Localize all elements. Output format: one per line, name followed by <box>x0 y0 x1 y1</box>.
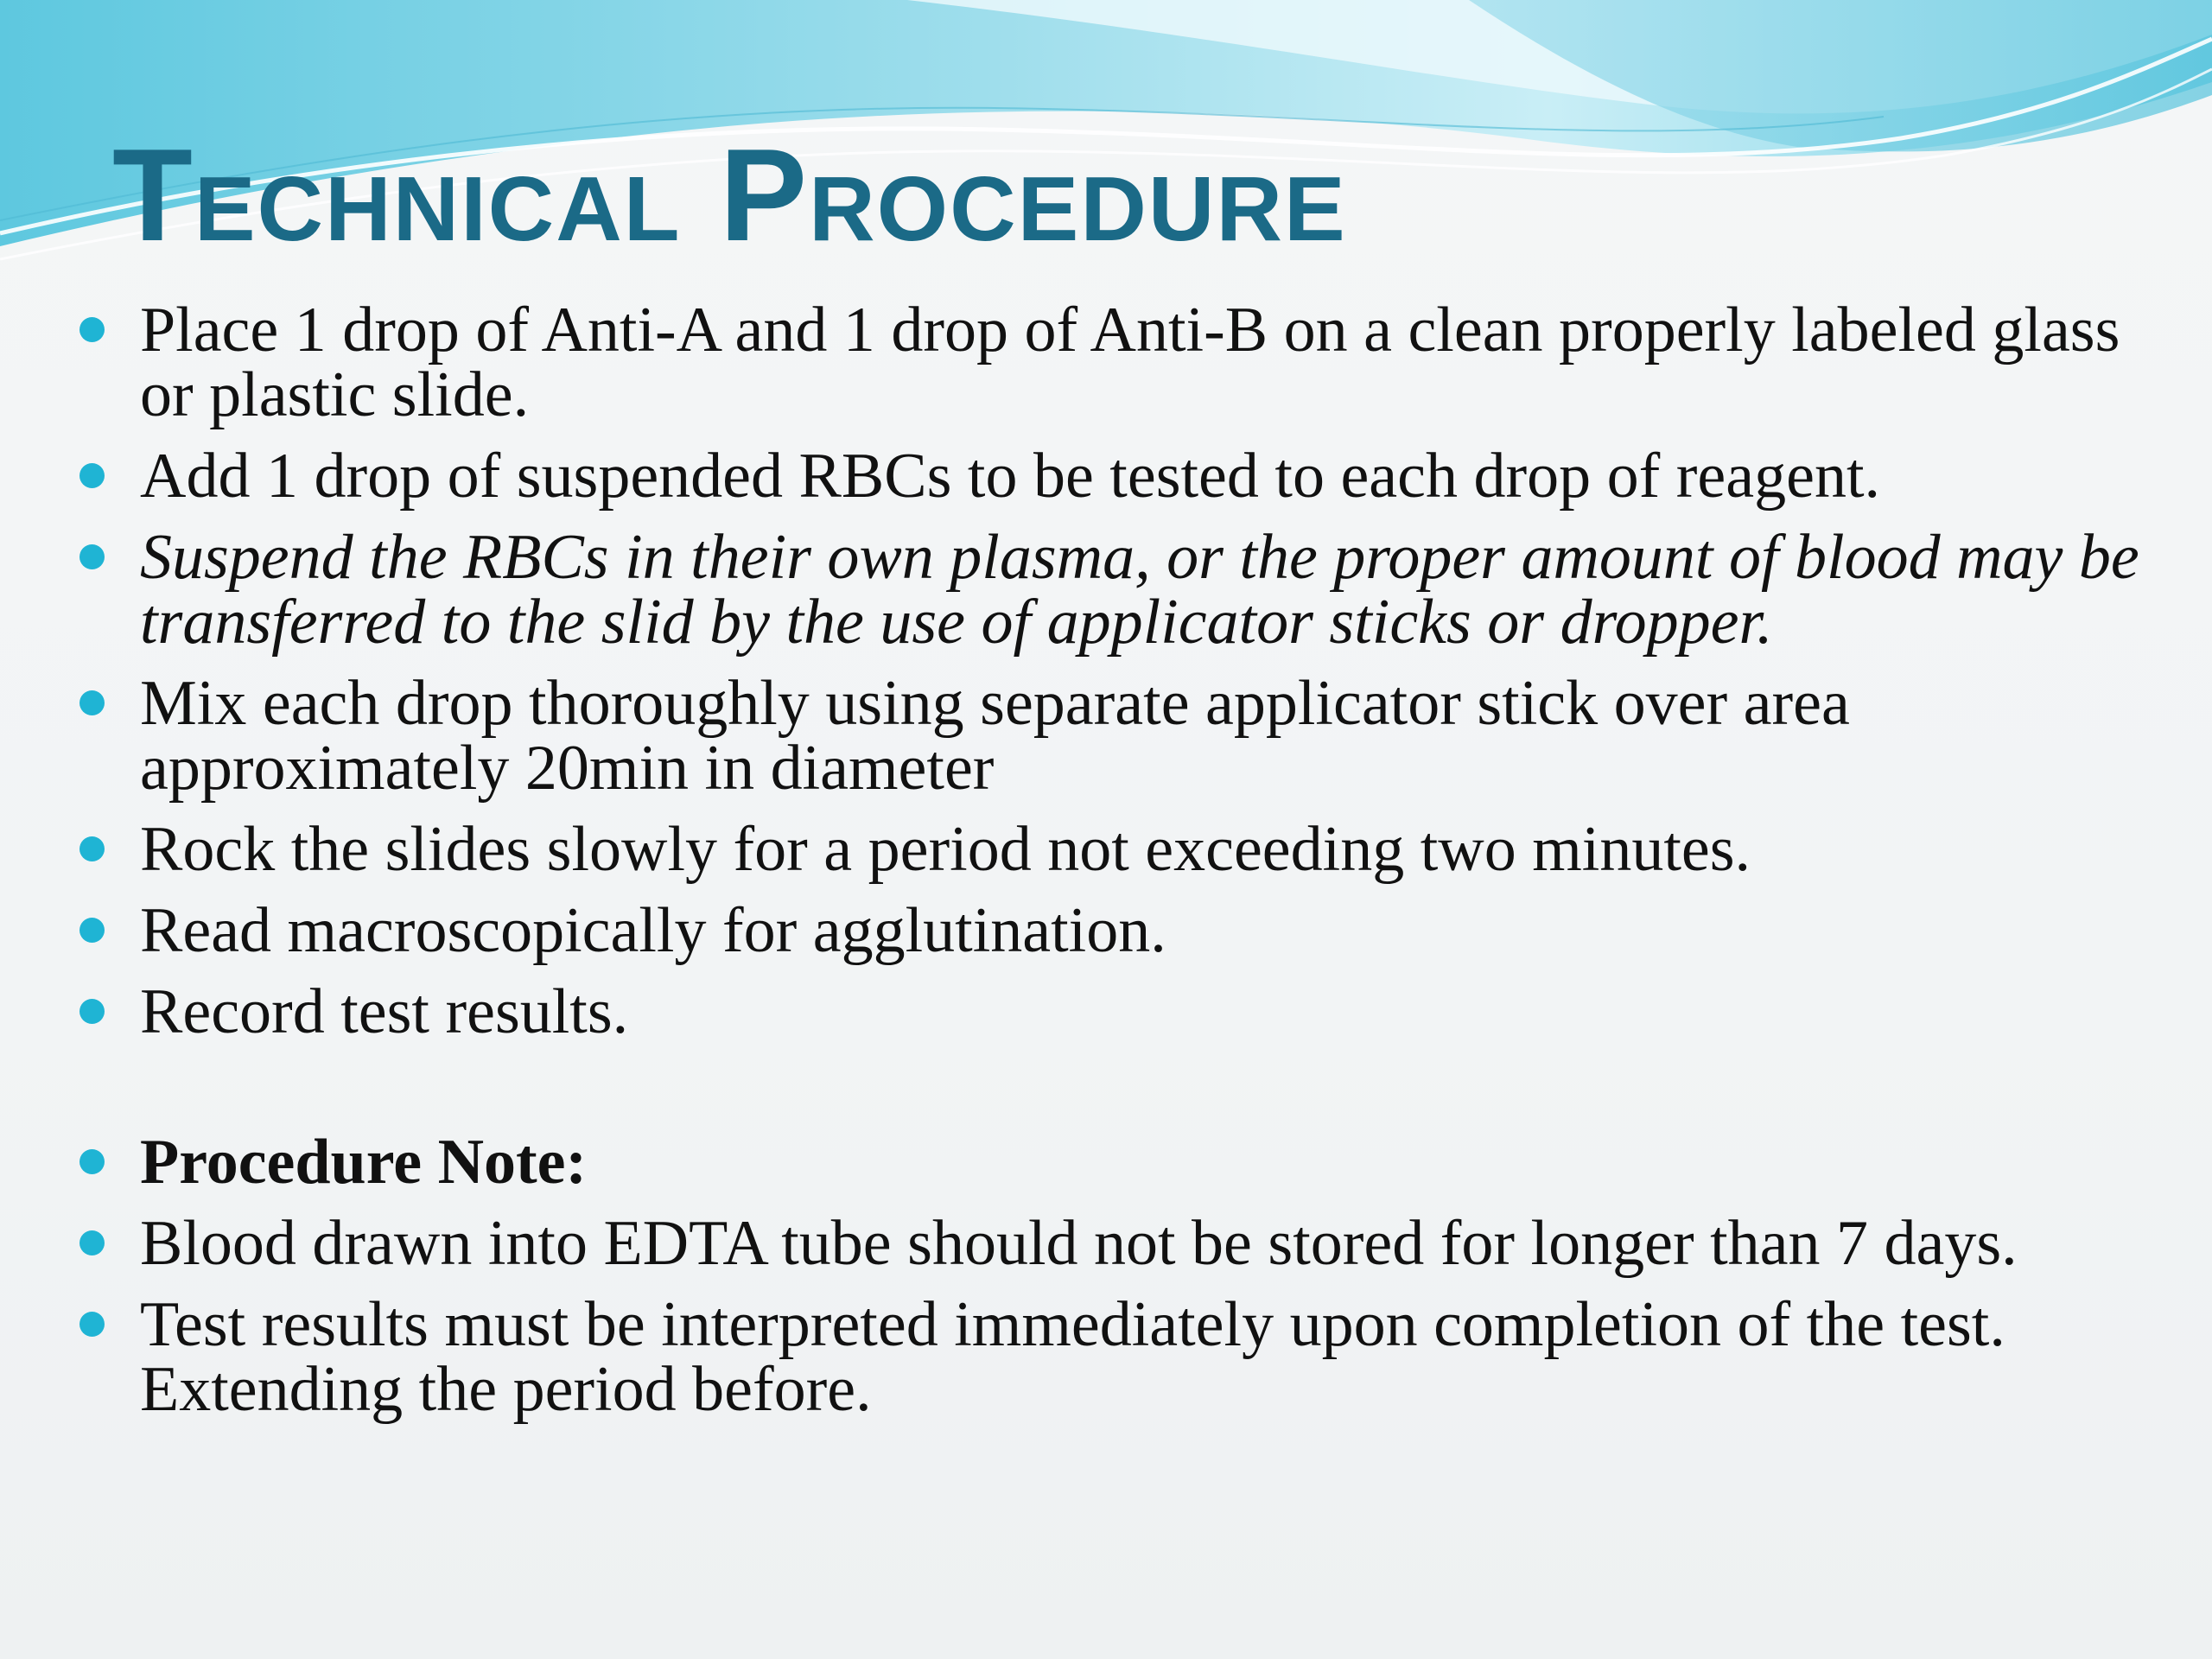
bullet-list <box>78 295 2169 1439</box>
bullet-text: Rock the slides slowly for a period not exceeding two minutes. <box>140 814 1751 885</box>
bullet-item <box>78 668 2169 804</box>
bullet-dot-icon <box>79 836 105 861</box>
bullet-item <box>78 895 2169 966</box>
bullet-dot-icon <box>79 544 105 569</box>
bullet-dot-icon <box>79 1312 105 1337</box>
bullet-text: Place 1 drop of Anti-A and 1 drop of Anti-B on a clean properly labeled glass or plastic slide. <box>140 295 2120 430</box>
bullet-dot-icon <box>79 690 105 715</box>
bullet-dot-icon <box>79 1149 105 1174</box>
procedure-note-heading <box>78 1127 2169 1198</box>
bullet-dot-icon <box>79 918 105 943</box>
bullet-dot-icon <box>79 317 105 342</box>
slide-title: Technical Procedure <box>112 122 1347 269</box>
bullet-item <box>78 441 2169 512</box>
bullet-text: Add 1 drop of suspended RBCs to be tested to each drop of reagent. <box>140 441 1881 512</box>
bullet-text: Read macroscopically for agglutination. <box>140 895 1166 966</box>
bullet-dot-icon <box>79 463 105 488</box>
bullet-text: Suspend the RBCs in their own plasma, or the proper amount of blood may be transferred to the slid by the use of applicator sticks or dropper. <box>140 522 2139 658</box>
bullet-item <box>78 522 2169 658</box>
bullet-dot-icon <box>79 999 105 1024</box>
bullet-text: Blood drawn into EDTA tube should not be stored for longer than 7 days. <box>140 1208 2018 1279</box>
bullet-text: Procedure Note: <box>140 1127 588 1198</box>
bullet-item <box>78 1208 2169 1279</box>
bullet-text: Record test results. <box>140 976 629 1047</box>
bullet-item <box>78 295 2169 430</box>
bullet-dot-icon <box>79 1230 105 1255</box>
bullet-item <box>78 814 2169 885</box>
bullet-text: Mix each drop thoroughly using separate applicator stick over area approximately 20min in diameter <box>140 668 1850 804</box>
bullet-text: Test results must be interpreted immediately upon completion of the test. Extending the period before. <box>140 1289 2005 1425</box>
bullet-item <box>78 1289 2169 1425</box>
bullet-item <box>78 976 2169 1047</box>
